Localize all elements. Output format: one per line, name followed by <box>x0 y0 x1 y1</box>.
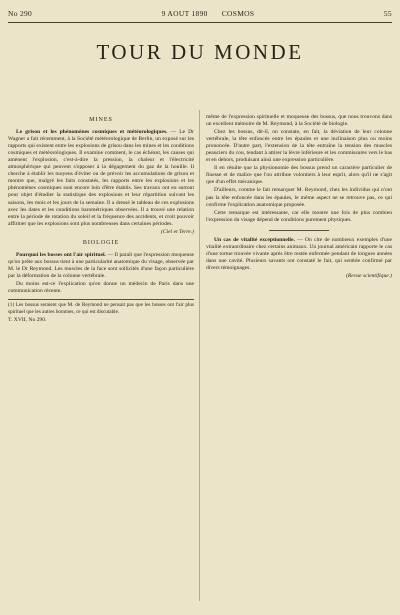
paragraph: D'ailleurs, comme le fait remarquer M. Reymond, chez les individus qui n'ont pas la tête enfoncée dans les épaules, le même aspect ne se retrouve pas, ce qui confirme l'explication anatomique proposée. <box>206 187 392 208</box>
running-header <box>8 6 392 20</box>
paragraph-biologie <box>8 252 194 280</box>
journal-name: COSMOS <box>221 8 255 18</box>
issue-date: 9 AOUT 1890 <box>161 8 208 18</box>
paragraph-body: — Le Dr Wagner a fait récemment, à la Société météorologique de Berlin, un exposé sur les rapports qui existent entre les explosions de grisou dans les mines et les conditions cosmiques et météorologiques. Il examine comment, le cas échéant, les causes qui amènent l'explosion, c'est-à-dire la pression, la chaleur et l'électricité atmosphérique qui peuvent s'opposer à la dégagement du gaz de la houille. Il cherche à établir les moyens d'éviter ou de prévoir les accumulations de grisou et montre que, malgré les faits constatés, les rapports entre les explosions et les phénomènes cosmiques sont encore loin d'être établis. Ses travaux ont eu surtout pour objet d'étudier la statistique des explosions et leur répartition suivant les saisons, les mois et les jours de la semaine. Il a dressé le tableau de ces explosions avec les dates et les conditions barométriques observées. Il a trouvé une relation entre la période de rotation du soleil et la fréquence des accidents, et croit pouvoir affirmer que les explosions sont plus nombreuses dans certaines périodes. <box>8 129 194 227</box>
paragraph-body: — Il paraît que l'expression moqueuse qu'on prête aux bossus tient à une particularité anatomique du visage, observée par M. le Dr Reymond. Les muscles de la face sont sollicités d'une façon particulière par la déformation de la colonne vertébrale. <box>8 251 194 279</box>
page-title: TOUR DU MONDE <box>96 40 304 64</box>
paragraph-vitalite <box>206 237 392 272</box>
paragraph-mines <box>8 129 194 228</box>
paragraph: Chez les bossus, dit-il, on constate, en fait, la déviation de leur colonne vertébrale, la tête enfoncée entre les épaules et une inclinaison plus ou moins prononcée. D'autre part, l'extension de la tête entraîne la tension des muscles peauciers du cou, tendant à attirer la lèvre inférieure et les commissures vers le bas et en dehors, produisant ainsi une expression particulière. <box>206 129 392 164</box>
left-column <box>8 114 194 603</box>
source-citation: (Revue scientifique.) <box>346 272 392 279</box>
column-divider <box>199 110 200 601</box>
paragraph: Il en résulte que la physionomie des bossus prend un caractère particulier de finesse et de malice que l'on attribue volontiers à leur esprit, alors qu'il ne s'agit que d'un effet mécanique. <box>206 165 392 186</box>
source-citation: (Ciel et Terre.) <box>161 228 194 235</box>
paragraph-body: — On cite de nombreux exemples d'une vitalité extraordinaire chez certains animaux. Un journal américain rapporte le cas d'une tortue trouvée vivante après être restée enfermée pendant de longues années dans une cavité. Plusieurs savants ont constaté le fait, qui semble confirmé par divers témoignages. <box>206 236 392 271</box>
paragraph-continued: même de l'expression spirituelle et moqueuse des bossus, que nous trouvons dans un excellent mémoire de M. Reymond, à la Société de biologie. <box>206 114 392 128</box>
header-rule <box>8 22 392 23</box>
paragraph-biologie-2: Du moins est-ce l'explication qu'en donne un médecin de Paris dans une communication récente. <box>8 280 194 295</box>
section-head-mines: MINES <box>89 117 113 123</box>
paragraph-lead: Le grisou et les phénomènes cosmiques et météorologiques. <box>16 129 168 136</box>
volume-number: T. XVII, No 290. <box>8 317 47 324</box>
issue-number: No 290 <box>8 8 33 18</box>
right-column <box>206 114 392 603</box>
page-number: 55 <box>383 8 392 18</box>
section-head-biologie: BIOLOGIE <box>82 239 120 246</box>
paragraph-lead: Un cas de vitalité exceptionnelle. <box>214 236 295 243</box>
paragraph-lead: Pourquoi les bosses ont l'air spirituel. <box>16 251 106 258</box>
paragraph: Cette remarque est intéressante, car elle montre une fois de plus combien l'expression du visage dépend de conditions purement physiques. <box>206 209 392 223</box>
section-rule <box>269 230 329 231</box>
footnote: (1) Les bossus seraient que M. de Reymond ne pensait pas que les bosses ont l'air plus spirituel que les autres hommes, ce qui est discutable. <box>8 299 194 315</box>
